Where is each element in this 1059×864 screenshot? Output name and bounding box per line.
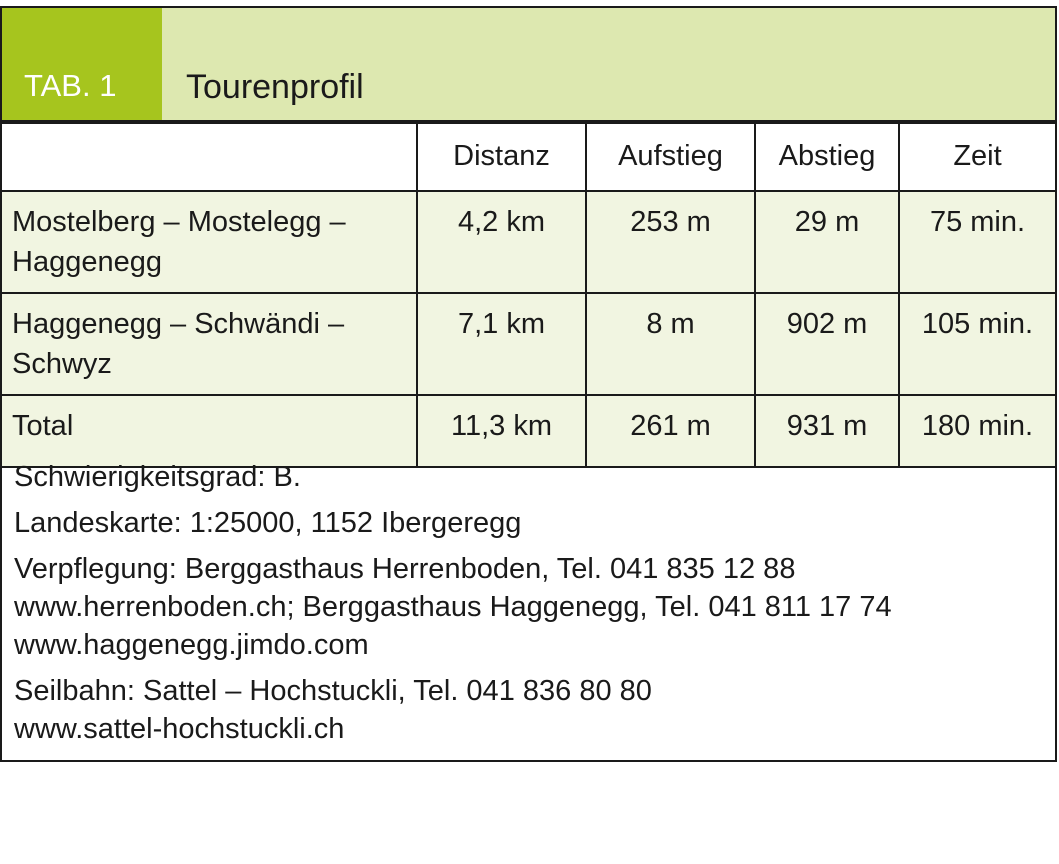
route-cell: Haggenegg – Schwändi – Schwyz [2,293,417,395]
aufstieg-cell: 253 m [586,191,755,293]
distanz-cell: 4,2 km [417,191,586,293]
column-header-zeit: Zeit [899,123,1055,191]
abstieg-cell: 29 m [755,191,899,293]
distanz-cell: 7,1 km [417,293,586,395]
cable-car-line-1: Seilbahn: Sattel – Hochstuckli, Tel. 041 836 80 80 [14,675,652,707]
abstieg-cell: 902 m [755,293,899,395]
table-box [0,6,1057,762]
tour-info [14,458,1044,756]
zeit-cell: 105 min. [899,293,1055,395]
catering-text [14,550,1044,664]
catering-line-2: www.herrenboden.ch; Berggasthaus Haggenegg, Tel. 041 811 17 74 [14,591,892,623]
table-number-label: TAB. 1 [24,68,117,103]
catering-line-1: Verpflegung: Berggasthaus Herrenboden, Tel. 041 835 12 88 [14,553,796,585]
table-number-badge [2,8,162,120]
total-row [2,395,1055,467]
column-header-distanz: Distanz [417,123,586,191]
table-header [2,8,1055,122]
table-row [2,191,1055,293]
column-header-route [2,123,417,191]
total-abstieg-cell: 931 m [755,395,899,467]
cable-car-line-2: www.sattel-hochstuckli.ch [14,713,345,745]
catering-line-3: www.haggenegg.jimdo.com [14,629,369,661]
route-cell: Mostelberg – Mostelegg – Haggenegg [2,191,417,293]
cable-car-text [14,672,1044,748]
map-text: Landeskarte: 1:25000, 1152 Ibergeregg [14,507,522,539]
total-label-cell: Total [2,395,417,467]
aufstieg-cell: 8 m [586,293,755,395]
column-header-aufstieg: Aufstieg [586,123,755,191]
tour-profile-table [2,122,1055,468]
total-distanz-cell: 11,3 km [417,395,586,467]
table-header-row [2,123,1055,191]
table-title: Tourenprofil [186,68,364,106]
table-row [2,293,1055,395]
zeit-cell: 75 min. [899,191,1055,293]
difficulty-text: Schwierigkeitsgrad: B. [14,461,301,493]
total-aufstieg-cell: 261 m [586,395,755,467]
column-header-abstieg: Abstieg [755,123,899,191]
total-zeit-cell: 180 min. [899,395,1055,467]
